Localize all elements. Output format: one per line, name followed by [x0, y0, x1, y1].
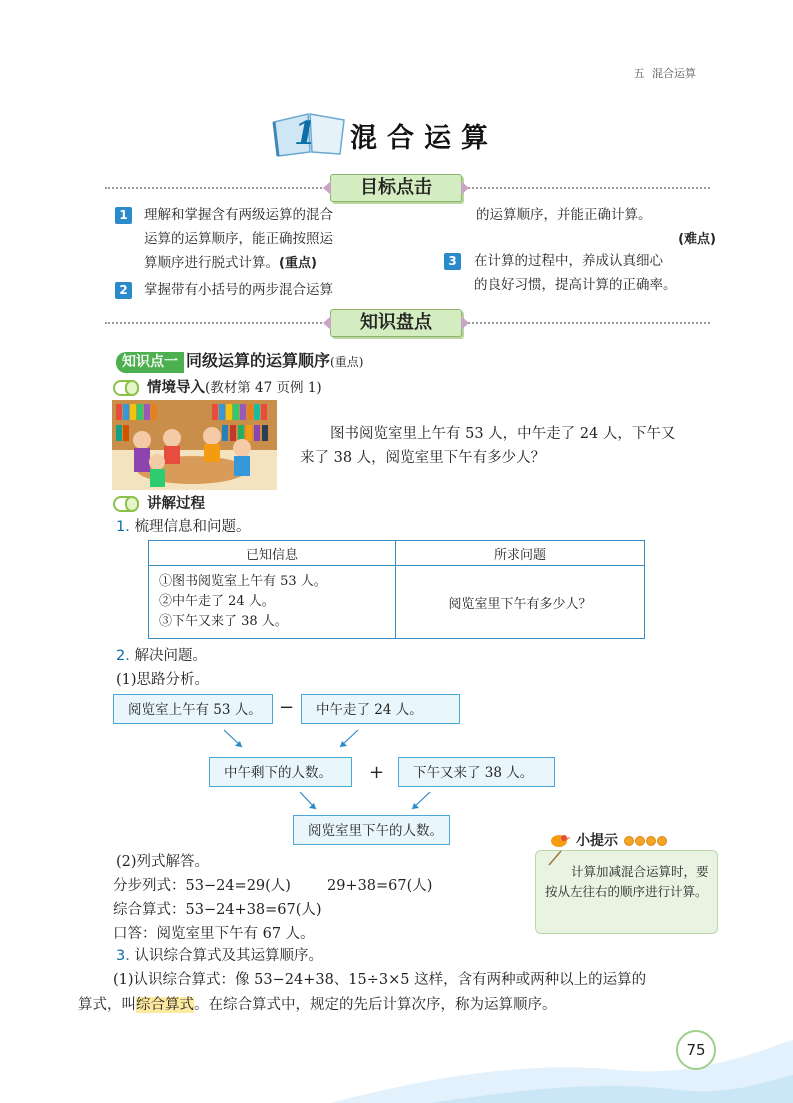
combined-solution — [113, 898, 322, 922]
star-icon — [646, 836, 656, 846]
goal-line: 在计算的过程中，养成认真细心 — [474, 253, 663, 269]
section-bar-goals — [105, 174, 710, 204]
scenario-note: (教材第 47 页例 1) — [205, 380, 322, 396]
section-title-goals: 目标点击 — [330, 174, 462, 202]
step-text: 解决问题。 — [134, 648, 207, 664]
step-2-sub1: (1)思路分析。 — [116, 672, 210, 688]
star-icon — [624, 836, 634, 846]
goal-line: 掌握带有小括号的两步混合运算 — [144, 282, 333, 298]
info-table — [148, 540, 645, 639]
goal-number-badge: 3 — [444, 253, 461, 270]
known-item: ①图书阅览室上午有 53 人。 — [159, 574, 327, 589]
goal-number-badge: 1 — [115, 207, 132, 224]
tip-text: 计算加减混合运算时，要按从左往右的顺序进行计算。 — [545, 864, 709, 899]
star-icon — [635, 836, 645, 846]
step-3 — [116, 944, 323, 968]
para-text: 。在综合算式中，规定的先后计算次序，称为运算顺序。 — [194, 997, 557, 1013]
step-1 — [116, 515, 250, 539]
goal-line: 算顺序进行脱式计算。(重点) — [144, 255, 317, 271]
running-head — [630, 65, 697, 81]
question-cell: 阅览室里下午有多少人？ — [396, 566, 645, 639]
answer-text: 阅览室里下午有 67 人。 — [156, 926, 315, 942]
scenario-text-line1: 图书阅览室里上午有 53 人，中午走了 24 人，下午又 — [330, 426, 676, 442]
solution-sub2: (2)列式解答。 — [116, 854, 210, 870]
flow-box-result: 阅览室里下午的人数。 — [293, 815, 450, 845]
library-illustration — [112, 400, 277, 490]
flow-arrows-bottom — [290, 788, 440, 816]
step-3-paragraph-line2 — [78, 993, 557, 1017]
flow-box-noon-remaining: 中午剩下的人数。 — [209, 757, 352, 787]
section-title-knowledge: 知识盘点 — [330, 309, 462, 337]
stepwise-solution — [113, 874, 513, 898]
knowledge-point-heading — [116, 348, 363, 370]
goal-line: 的运算顺序，并能正确计算。 — [476, 207, 652, 223]
table-header-known: 已知信息 — [149, 541, 396, 566]
flow-box-afternoon: 下午又来了 38 人。 — [398, 757, 555, 787]
goal-line: 的良好习惯，提高计算的正确率。 — [474, 277, 677, 293]
step-text: 认识综合算式及其运算顺序。 — [134, 948, 323, 964]
known-info-cell — [149, 566, 396, 639]
goal-item — [144, 203, 404, 276]
lesson-header — [270, 108, 540, 158]
combined-label: 综合算式： — [113, 902, 186, 918]
combined-eq: 53−24+38=67(人) — [185, 902, 322, 918]
goal-number-badge: 2 — [115, 282, 132, 299]
step-number: 2. — [116, 648, 130, 664]
table-row — [149, 566, 645, 639]
goal-tag: (重点) — [279, 256, 317, 271]
knowledge-point-title: 同级运算的运算顺序 — [186, 351, 331, 370]
goal-line: 运算的运算顺序，能正确按照运 — [144, 231, 333, 247]
pill-bullet-icon — [113, 380, 139, 396]
known-item: ②中午走了 24 人。 — [159, 594, 275, 609]
goal-item — [144, 278, 404, 302]
scenario-text-line2: 来了 38 人，阅览室里下午有多少人？ — [300, 450, 546, 466]
flow-box-morning: 阅览室上午有 53 人。 — [113, 694, 273, 724]
chapter-title: 混合运算 — [652, 67, 696, 80]
tip-label-text: 小提示 — [576, 833, 618, 849]
oral-answer — [113, 922, 315, 946]
flow-arrows-top — [210, 725, 380, 755]
explain-heading — [113, 492, 205, 514]
lesson-number: 1 — [294, 114, 317, 152]
scenario-heading — [113, 376, 322, 398]
knowledge-point-tag: 知识点一 — [116, 352, 184, 373]
pill-bullet-icon — [113, 496, 139, 512]
minus-operator: − — [279, 697, 295, 718]
step-text: 梳理信息和问题。 — [134, 519, 251, 535]
answer-label: 口答： — [113, 926, 157, 942]
knowledge-point-mark: (重点) — [330, 355, 364, 369]
explain-label: 讲解过程 — [147, 496, 205, 512]
scenario-label: 情境导入 — [147, 380, 205, 396]
stepwise-eq-2: 29+38=67(人) — [326, 878, 433, 894]
para-text: 算式，叫 — [78, 997, 136, 1013]
star-icon — [657, 836, 667, 846]
step-number: 1. — [116, 519, 130, 535]
table-header-row — [149, 541, 645, 566]
table-header-question: 所求问题 — [396, 541, 645, 566]
step-number: 3. — [116, 948, 130, 964]
page-number: 75 — [676, 1030, 716, 1070]
tip-label — [576, 830, 667, 850]
plus-operator: + — [369, 762, 385, 783]
chapter-number: 五 — [633, 67, 645, 80]
stepwise-label: 分步列式： — [113, 878, 186, 894]
step-3-paragraph-line1: (1)认识综合算式：像 53−24+38、15÷3×5 这样，含有两种或两种以上的运算的 — [113, 972, 647, 988]
goal-item — [474, 249, 719, 297]
step-2 — [116, 644, 207, 668]
goal-tag: (难点) — [678, 232, 716, 247]
goal-item-continued — [476, 203, 716, 252]
section-bar-knowledge — [105, 309, 710, 339]
page-title: 混合运算 — [350, 123, 498, 154]
known-item: ③下午又来了 38 人。 — [159, 614, 288, 629]
flow-box-noon-left: 中午走了 24 人。 — [301, 694, 460, 724]
highlighted-term: 综合算式 — [136, 997, 194, 1013]
goal-line: 理解和掌握含有两级运算的混合 — [144, 207, 333, 223]
stepwise-eq-1: 53−24=29(人) — [185, 878, 291, 894]
